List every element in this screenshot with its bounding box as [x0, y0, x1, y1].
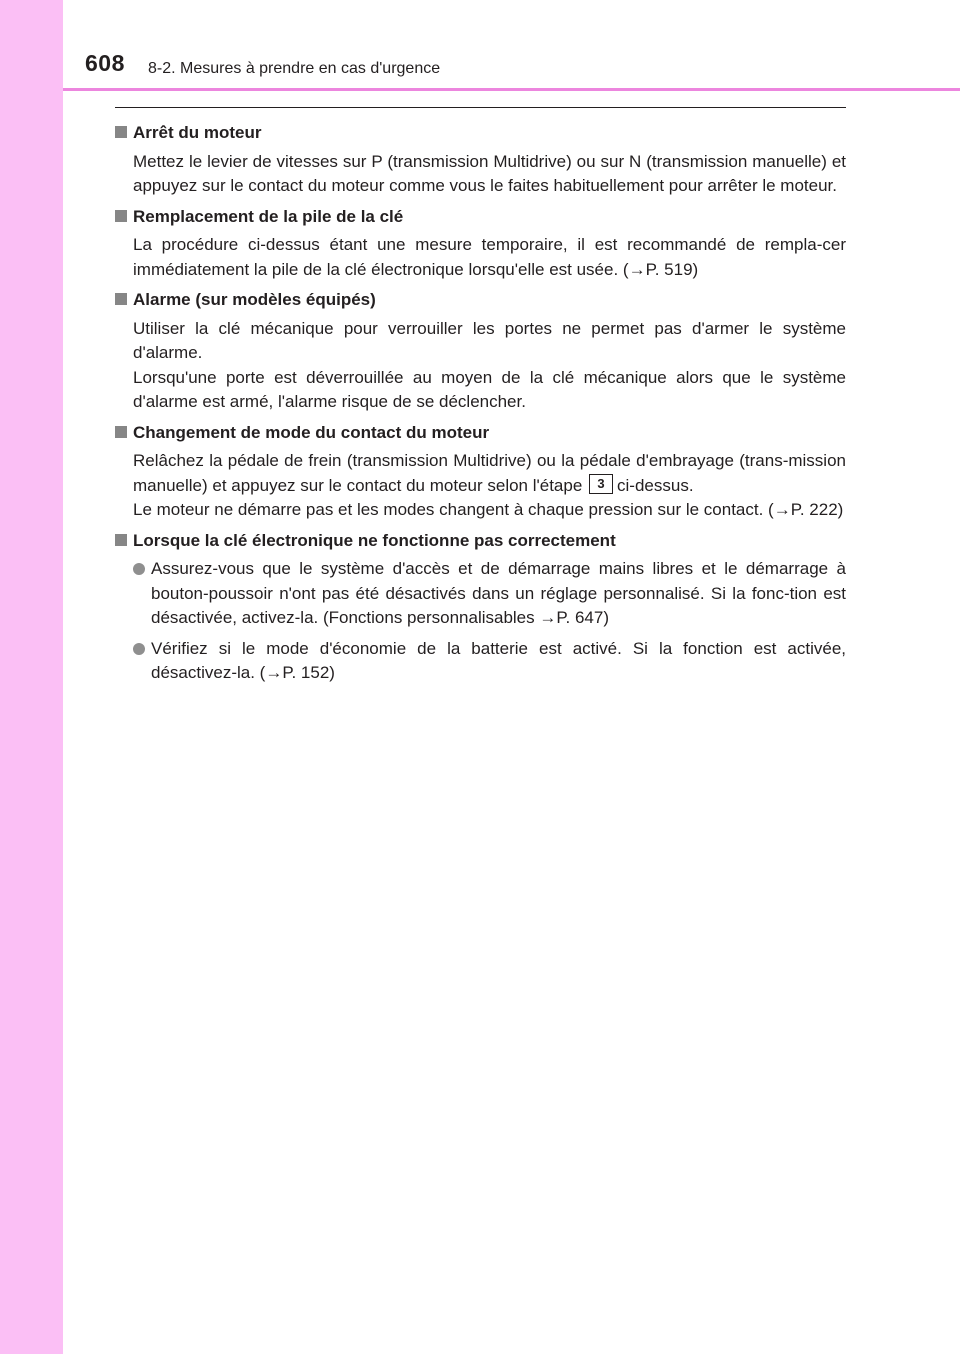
paragraph-text: Relâchez la pédale de frein (transmission Multidrive) ou la pédale d'embrayage (trans-mission manuelle) et appuyez sur le contact du moteur selon l'étape: [133, 451, 846, 495]
list-item-text: Vérifiez si le mode d'économie de la batterie est activé. Si la fonction est activée, désactivez-la. (→P. 152): [151, 638, 846, 682]
list-item: [133, 637, 846, 686]
list-item-text: Assurez-vous que le système d'accès et de démarrage mains libres et le démarrage à bouton-poussoir n'ont pas été désactivés dans un réglage personnalisé. Si la fonc-tion est désactivée, activez-la. (Fonctions personnalisables →P. 647): [151, 559, 846, 627]
square-bullet-icon: [115, 293, 127, 305]
step-number-badge: 3: [589, 474, 613, 494]
paragraph-text: ci-dessus.: [617, 475, 694, 495]
page-header: [63, 0, 960, 92]
paragraph: La procédure ci-dessus étant une mesure temporaire, il est recommandé de rempla-cer immédiatement la pile de la clé électronique lorsqu'elle est usée. (→P. 519): [133, 235, 846, 279]
header-divider: [63, 88, 960, 91]
section-heading: [115, 288, 846, 313]
heading-text: Remplacement de la pile de la clé: [133, 206, 404, 226]
square-bullet-icon: [115, 210, 127, 222]
round-bullet-icon: [133, 563, 145, 575]
square-bullet-icon: [115, 426, 127, 438]
square-bullet-icon: [115, 126, 127, 138]
round-bullet-icon: [133, 643, 145, 655]
list-item: [133, 557, 846, 631]
paragraph: Utiliser la clé mécanique pour verrouiller les portes ne permet pas d'armer le système d'alarme.: [133, 318, 846, 362]
section-heading: [115, 529, 846, 554]
section-heading: [115, 421, 846, 446]
heading-text: Arrêt du moteur: [133, 123, 262, 142]
paragraph: Mettez le levier de vitesses sur P (transmission Multidrive) ou sur N (transmission manuelle) et appuyez sur le contact du moteur comme vous le faites habituellement pour arrêter le moteur.: [133, 151, 846, 195]
content-divider: [115, 107, 846, 108]
paragraph: Lorsqu'une porte est déverrouillée au moyen de la clé mécanique alors que le système d'alarme est armé, l'alarme risque de se déclencher.: [133, 367, 846, 411]
section-heading: [115, 205, 846, 230]
heading-text: Lorsque la clé électronique ne fonctionne pas correctement: [133, 530, 616, 550]
paragraph: [133, 449, 846, 498]
paragraph: Le moteur ne démarre pas et les modes changent à chaque pression sur le contact. (→P. 222): [133, 500, 844, 519]
chapter-tab-strip: [0, 0, 63, 1354]
heading-text: Changement de mode du contact du moteur: [133, 422, 490, 442]
heading-text: Alarme (sur modèles équipés): [133, 290, 376, 309]
section-title: 8-2. Mesures à prendre en cas d'urgence: [148, 60, 441, 77]
page-number: 608: [85, 50, 125, 76]
page-content: [115, 121, 846, 686]
section-heading: [115, 121, 846, 146]
square-bullet-icon: [115, 534, 127, 546]
